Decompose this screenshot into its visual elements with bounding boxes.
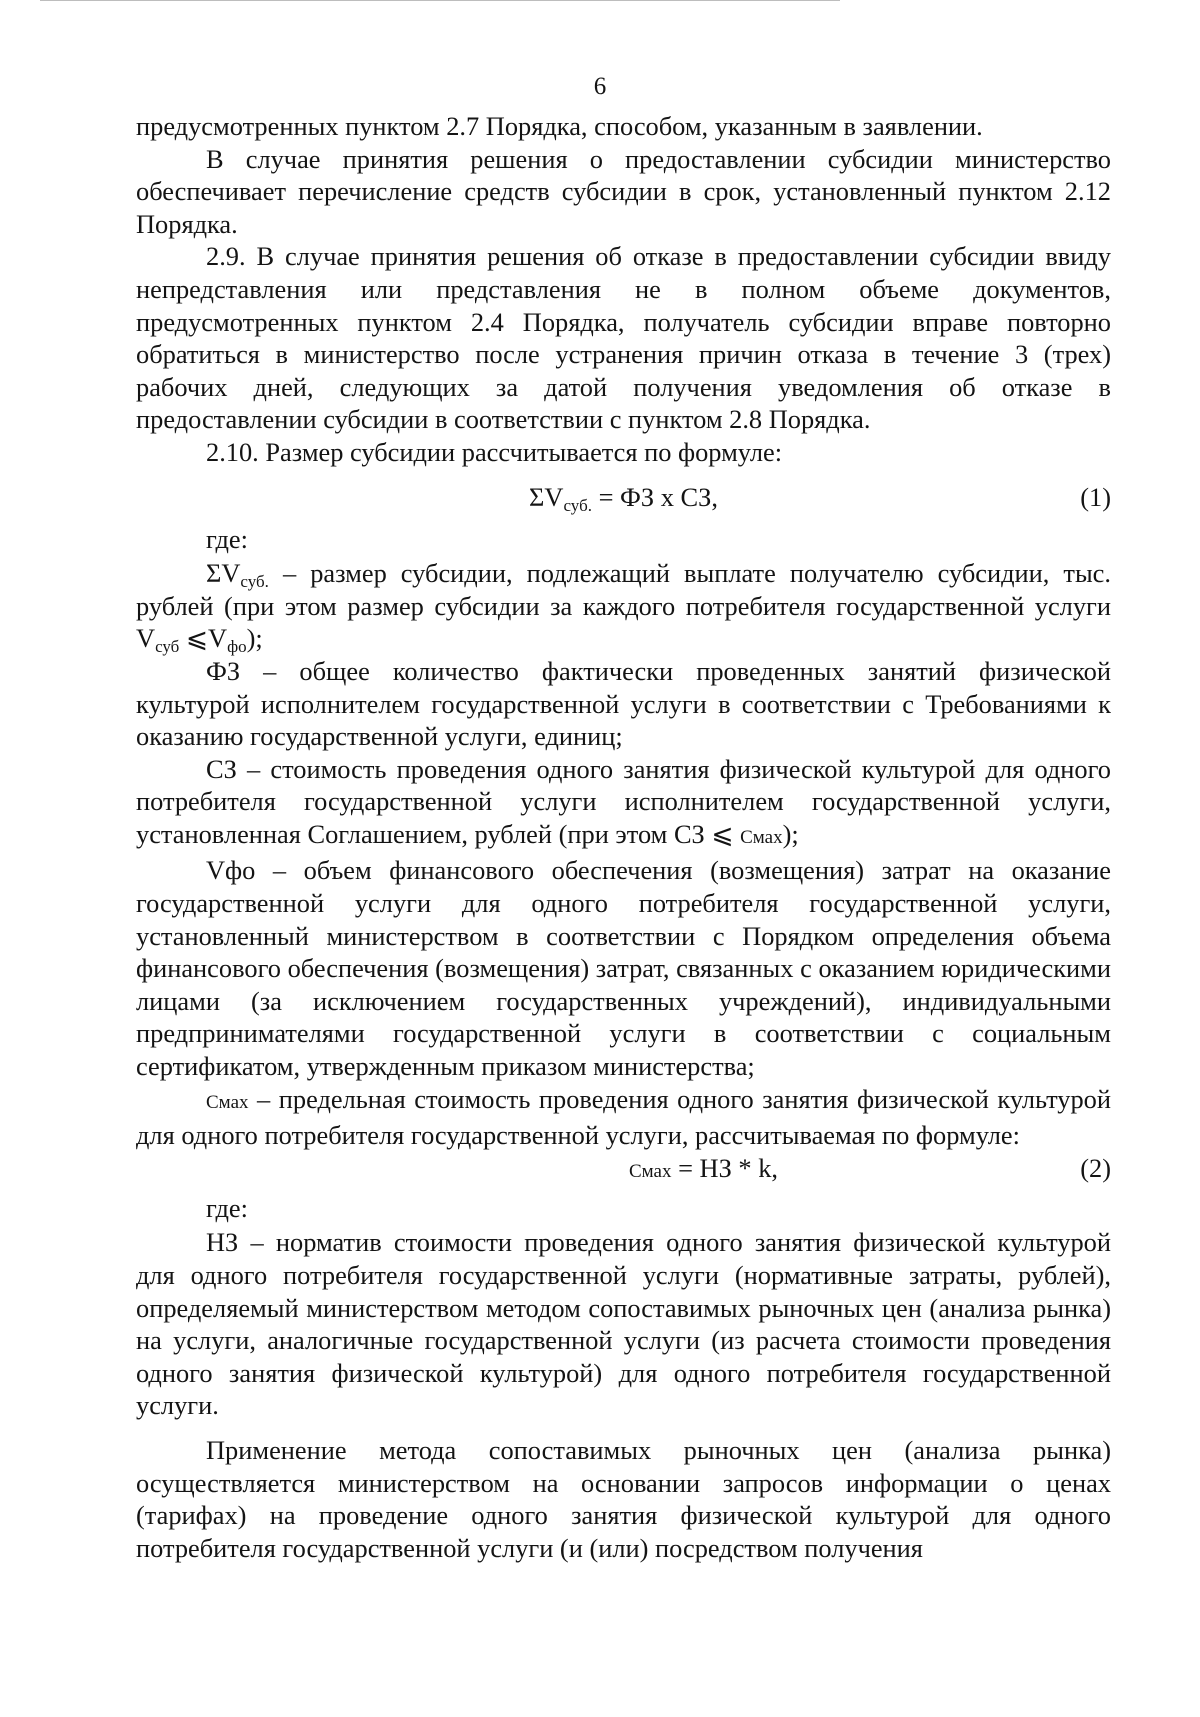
formula-2-number: (2) xyxy=(1080,1152,1111,1183)
def-sum-v-symbol: ΣV xyxy=(206,558,241,589)
definition-cmax xyxy=(136,1083,1111,1152)
definition-vfo: Vфо – объем финансового обеспечения (возмещения) затрат на оказание государственной услуги для одного потребителя государственной услуги, установленный министерством в соответствии с Порядком определения объема финансового обеспечения (возмещения) затрат, связанных с оказанием юридическими лицами (за исключением государственных учреждений), индивидуальными предпринимателями государственной услуги в соответствии с социальным сертификатом, утвержденным приказом министерства; xyxy=(136,855,1111,1082)
paragraph-continuation: предусмотренных пунктом 2.7 Порядка, способом, указанным в заявлении. xyxy=(136,111,983,141)
formula-2-lhs: Смах xyxy=(628,1160,672,1182)
definition-sum-v xyxy=(136,557,1111,655)
def-sum-v-end: ); xyxy=(246,623,263,654)
top-scan-line xyxy=(40,0,840,1)
formula-1-lhs-subscript: суб. xyxy=(563,495,592,515)
paragraph-market-method: Применение метода сопоставимых рыночных цен (анализа рынка) осуществляется министерством на основании запросов информации о ценах (тарифах) на проведение одного занятия физической культурой для одного потребителя государственной услуги (и (или) посредством получения xyxy=(136,1434,1111,1563)
paragraph-2-9: 2.9. В случае принятия решения об отказе в предоставлении субсидии ввиду непредставления или представления не в полном объеме документов, предусмотренных пунктом 2.4 Порядка, получатель субсидии вправе повторно обратиться в министерство после устранения причин отказа в течение 3 (трех) рабочих дней, следующих за датой получения уведомления об отказе в предоставлении субсидии в соответствии с пунктом 2.8 Порядка. xyxy=(136,241,1111,435)
formula-2-rhs: = НЗ * k, xyxy=(671,1152,779,1183)
where-label-1: где: xyxy=(206,523,248,554)
def-sz-text: СЗ – стоимость проведения одного занятия физической культурой для одного потребителя государственной услуги исполнителем государственной услуги, установленная Соглашением, рублей (при этом СЗ ⩽ xyxy=(136,753,1111,849)
paragraph-subsidy-transfer: В случае принятия решения о предоставлении субсидии министерство обеспечивает перечисление средств субсидии в срок, установленный пунктом 2.12 Порядка. xyxy=(136,143,1111,239)
paragraph-gap xyxy=(136,1422,1111,1434)
definition-sz xyxy=(136,753,1111,855)
formula-2 xyxy=(136,1152,1111,1188)
def-sum-v-text: – размер субсидии, подлежащий выплате получателю субсидии, тыс. рублей (при этом размер субсидии за каждого потребителя государственной услуги V xyxy=(136,558,1111,654)
formula-1-number: (1) xyxy=(1080,481,1111,512)
def-sum-v-subscript: суб. xyxy=(240,572,269,592)
formula-1-lhs-symbol: ΣV xyxy=(529,481,564,512)
def-sz-end: ); xyxy=(782,818,799,849)
document-body xyxy=(136,110,1111,1564)
formula-1-rhs: = ФЗ х СЗ, xyxy=(591,481,718,512)
def-sz-cmax: Смах xyxy=(740,826,783,848)
formula-1-expression xyxy=(136,481,1111,514)
def-v-fo-subscript: фо xyxy=(227,637,247,657)
def-cmax-text: – предельная стоимость проведения одного занятия физической культурой для одного потребителя государственной услуги, рассчитываемая по формуле: xyxy=(136,1083,1111,1151)
def-sum-v-mid: ⩽V xyxy=(179,623,228,654)
where-label-2: где: xyxy=(206,1192,248,1223)
def-v-sub-subscript: суб xyxy=(155,637,180,657)
page-number: 6 xyxy=(593,73,607,100)
definition-nz: НЗ – норматив стоимости проведения одного занятия физической культурой для одного потребителя государственной услуги (нормативные затраты, рублей), определяемый министерством методом сопоставимых рыночных цен (анализа рынка) на услуги, аналогичные государственной услуги (из расчета стоимости проведения одного занятия физической культурой) для одного потребителя государственной услуги. xyxy=(136,1227,1111,1421)
definition-fz: ФЗ – общее количество фактически проведенных занятий физической культурой исполнителем государственной услуги в соответствии с Требованиями к оказанию государственной услуги, единиц; xyxy=(136,655,1111,752)
formula-1 xyxy=(136,475,1111,519)
paragraph-2-10: 2.10. Размер субсидии рассчитывается по формуле: xyxy=(206,436,783,467)
def-cmax-symbol: Смах xyxy=(206,1091,249,1113)
formula-2-expression xyxy=(216,1152,1191,1189)
